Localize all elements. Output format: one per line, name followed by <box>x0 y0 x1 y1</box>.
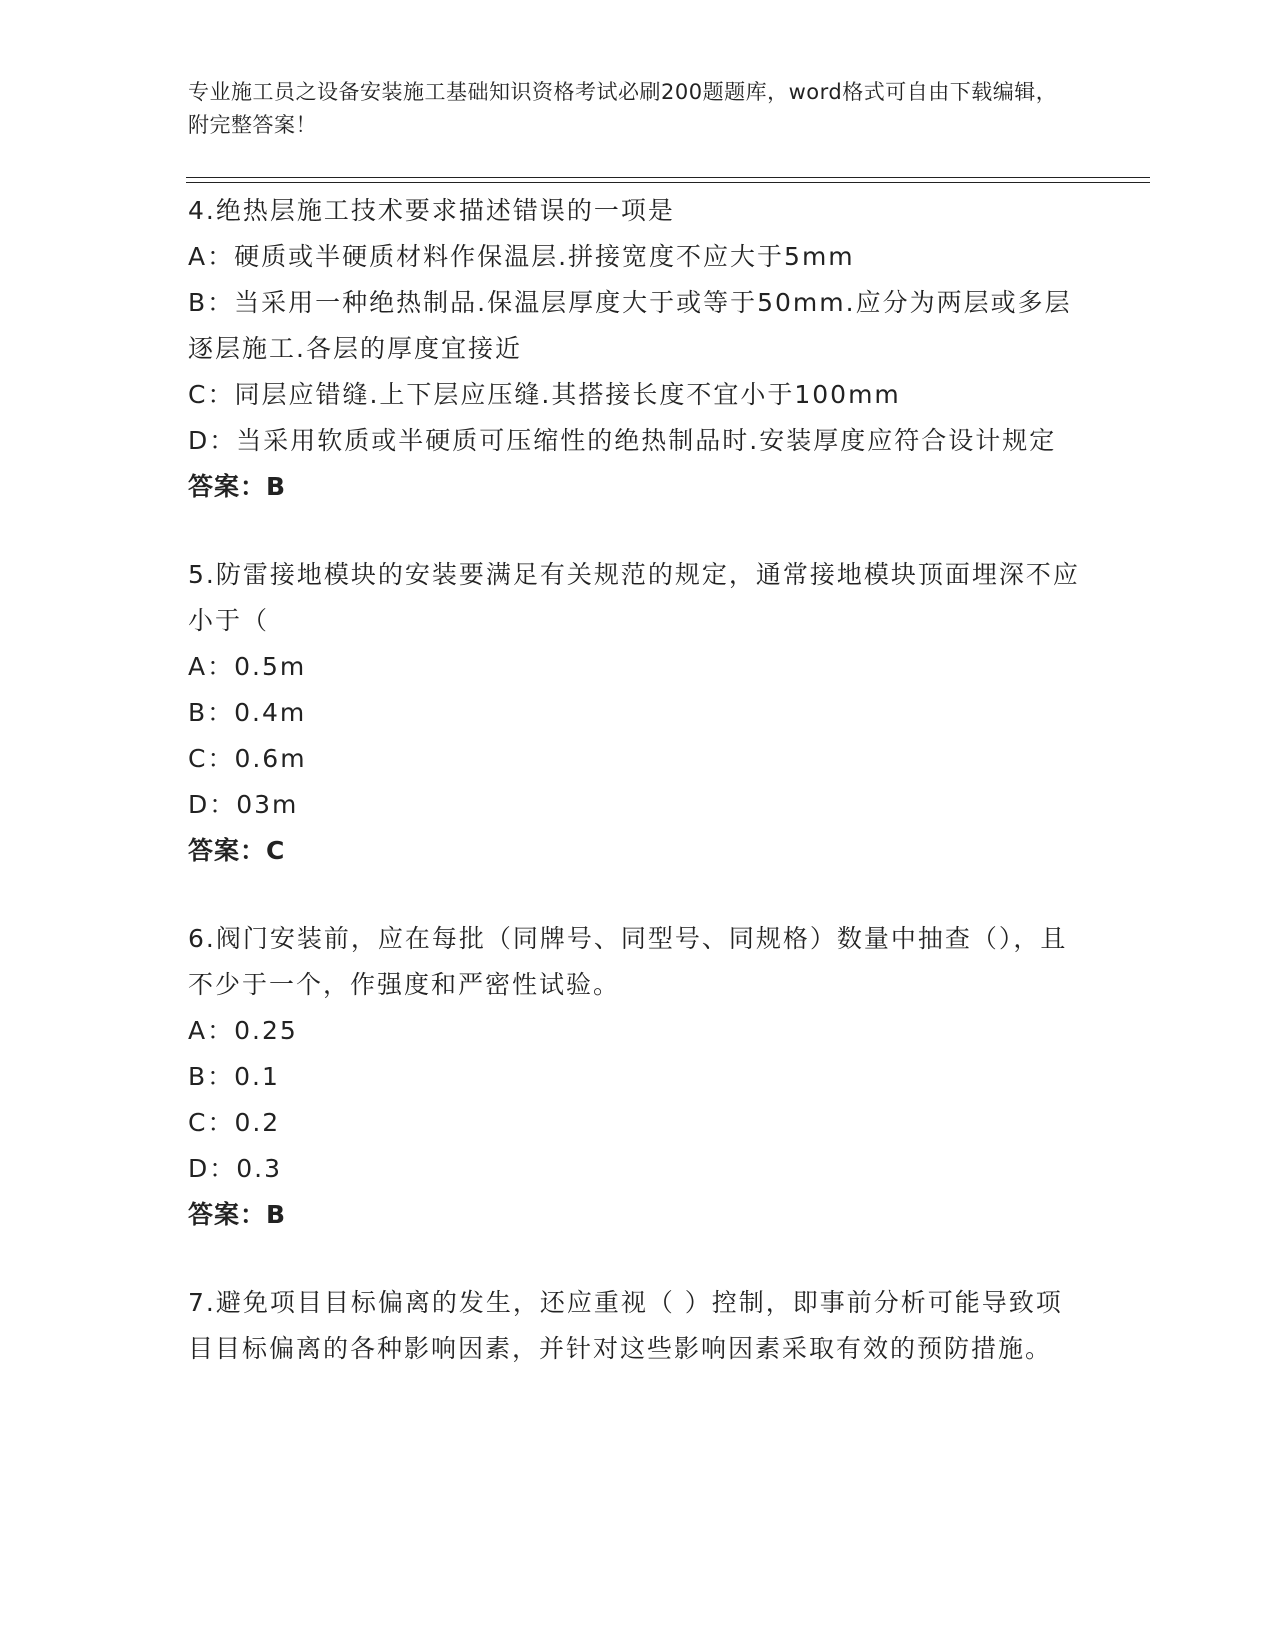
option-c: C：同层应错缝.上下层应压缝.其搭接长度不宜小于100mm <box>188 380 901 409</box>
option-b: B：0.1 <box>188 1062 280 1091</box>
question-stem: 7.避免项目目标偏离的发生，还应重视（ ）控制，即事前分析可能导致项目目标偏离的各种影响因素，并针对这些影响因素采取有效的预防措施。 <box>188 1288 1063 1363</box>
option-d: D：当采用软质或半硬质可压缩性的绝热制品时.安装厚度应符合设计规定 <box>188 426 1057 455</box>
answer: 答案：B <box>188 1200 287 1229</box>
option-d: D：03m <box>188 790 299 819</box>
header-divider-bottom <box>186 182 1150 183</box>
question-4 <box>188 188 1088 510</box>
header-divider-top <box>186 177 1150 178</box>
option-a: A：0.5m <box>188 652 307 681</box>
option-c: C：0.6m <box>188 744 307 773</box>
option-a: A：0.25 <box>188 1016 298 1045</box>
option-b: B：0.4m <box>188 698 307 727</box>
option-d: D：0.3 <box>188 1154 283 1183</box>
question-stem: 4.绝热层施工技术要求描述错误的一项是 <box>188 196 675 225</box>
question-spacer <box>188 1238 1088 1280</box>
question-spacer <box>188 510 1088 552</box>
answer: 答案：C <box>188 836 286 865</box>
question-list <box>188 188 1088 1372</box>
question-stem: 5.防雷接地模块的安装要满足有关规范的规定，通常接地模块顶面埋深不应小于（ <box>188 560 1080 635</box>
option-a: A：硬质或半硬质材料作保温层.拼接宽度不应大于5mm <box>188 242 855 271</box>
question-5 <box>188 552 1088 874</box>
option-b: B：当采用一种绝热制品.保温层厚度大于或等于50mm.应分为两层或多层逐层施工.各层的厚度宜接近 <box>188 288 1072 363</box>
header-text: 专业施工员之设备安装施工基础知识资格考试必刷200题题库，word格式可自由下载编辑，附完整答案！ <box>188 80 1058 137</box>
question-spacer <box>188 874 1088 916</box>
question-stem: 6.阀门安装前，应在每批（同牌号、同型号、同规格）数量中抽查（），且不少于一个，作强度和严密性试验。 <box>188 924 1068 999</box>
answer: 答案：B <box>188 472 287 501</box>
question-6 <box>188 916 1088 1238</box>
question-7 <box>188 1280 1088 1372</box>
option-c: C：0.2 <box>188 1108 281 1137</box>
document-header <box>188 76 1068 142</box>
